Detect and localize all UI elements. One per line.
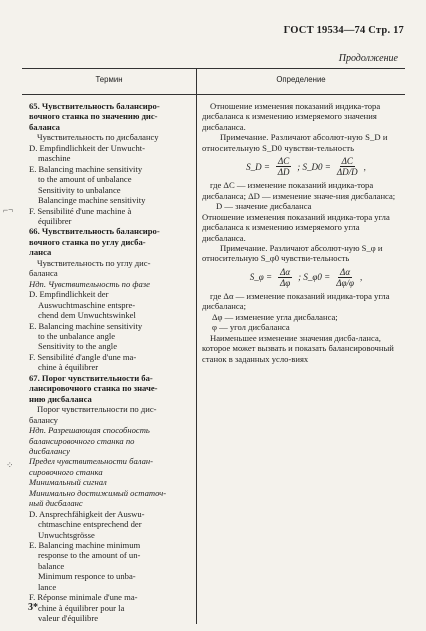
- formula-sensitivity-amount: [212, 156, 400, 177]
- page-mark: 3*: [28, 602, 38, 613]
- term-line: maschine: [38, 153, 71, 164]
- term-line: F. Réponse minimale d'une ma-: [29, 592, 138, 603]
- term-line: to the unbalance angle: [38, 330, 116, 341]
- definition-column: [202, 101, 400, 364]
- term-column: [29, 101, 191, 624]
- term-line: 65. Чувствительность балансиро-: [29, 101, 160, 111]
- term-line: Чувствительность по углу дис-: [37, 257, 151, 268]
- term-line: вочного станка по значению дис-: [29, 111, 158, 122]
- term-line: Unwuchtsgrösse: [38, 529, 95, 540]
- term-line: Порог чувствительности по дис-: [37, 404, 157, 415]
- term-line: chend dem Unwuchtswinkel: [38, 310, 136, 321]
- term-line: Предел чувствительности балан-: [29, 456, 154, 467]
- fraction: $\frac{\Delta\alpha}{\Delta\varphi}$: [279, 266, 291, 288]
- term-line: D. Empfindlichkeit der Unwucht-: [29, 142, 145, 153]
- term-line: balance: [38, 560, 65, 571]
- term-line: Минимальный сигнал: [29, 477, 107, 488]
- definition-65: Отношение изменения показаний индика-тора дисбаланса к изменению измеряемого значения дисбаланса.: [202, 101, 381, 132]
- term-line: E. Balancing machine minimum: [29, 540, 141, 551]
- term-line: Sensitivity to the angle: [38, 341, 118, 352]
- term-line: Auswuchtmaschine entspre-: [38, 299, 136, 310]
- term-line: дисбалансу: [29, 445, 70, 456]
- term-line: балансировочного станка по: [29, 435, 135, 446]
- column-header-definition: Определение: [276, 75, 326, 84]
- term-line: Ндп. Чувствительность по фазе: [29, 278, 150, 289]
- term-line: нию дисбаланса: [29, 393, 92, 404]
- formula-lhs: S_φ =: [249, 272, 273, 283]
- term-line: F. Sensibilité d'une machine à: [29, 205, 132, 216]
- note-66: Примечание. Различают абсолют-ную S_φ и относительную S_φ0 чувстви-тельность: [202, 242, 383, 264]
- term-line: D. Empfindlichkeit der: [29, 289, 109, 300]
- note-65: Примечание. Различают абсолют-ную S_D и относительную S_D0 чувстви-тельность: [202, 132, 388, 153]
- legend-66: где Δα — изменение показаний индика-тора угла дисбаланса;: [202, 290, 390, 312]
- formula-mid: ; S_D0 =: [297, 161, 331, 172]
- definition-66: Отношение изменения показаний индика-тора угла дисбаланса к изменению измеряемого угла дисбаланса.: [202, 211, 390, 243]
- term-line: response to the amount of un-: [38, 550, 141, 561]
- term-line: 67. Порог чувствительности ба-: [29, 372, 153, 383]
- term-line: 66. Чувствительность балансиро-: [29, 226, 160, 237]
- term-line: Чувствительность по дисбалансу: [37, 132, 159, 143]
- formula-end: ,: [363, 161, 366, 172]
- term-line: chtmaschine entsprechend der: [38, 519, 142, 530]
- term-line: E. Balancing machine sensitivity: [29, 320, 143, 331]
- term-line: лансировочного станка по значе-: [29, 383, 158, 394]
- formula-lhs: S_D =: [246, 161, 270, 172]
- margin-mark: ⌐¬: [3, 205, 14, 215]
- term-line: to the amount of unbalance: [38, 174, 132, 185]
- term-line: équilibrer: [38, 215, 72, 226]
- term-line: баланса: [29, 121, 60, 132]
- term-line: D. Ansprechfähigkeit der Auswu-: [29, 508, 145, 519]
- legend-65: где ΔC — изменение показаний индика-тора дисбаланса; ΔD — изменение значе-ния дисбаланса;: [202, 180, 396, 201]
- terms-table: [22, 68, 405, 624]
- term-line: ланса: [29, 247, 52, 258]
- term-line: балансу: [29, 414, 58, 425]
- fraction: $\frac{\Delta\alpha}{\Delta\varphi/\varphi}$: [336, 266, 354, 288]
- term-line: chine à équilibrer pour la: [38, 602, 125, 613]
- formula-mid: ; S_φ0 =: [298, 272, 331, 283]
- term-line: E. Balancing machine sensitivity: [29, 163, 143, 174]
- legend-65-d: D — значение дисбаланса: [216, 201, 312, 212]
- formula-end: ,: [359, 272, 363, 283]
- column-header-term: Термин: [95, 75, 123, 84]
- fraction: $\frac{\Delta C}{\Delta D}$: [277, 156, 290, 178]
- term-line: Balancinge machine sensitivity: [38, 195, 146, 206]
- term-line: chine à équilibrer: [38, 362, 99, 373]
- term-line: баланса: [29, 268, 58, 279]
- term-line: valeur d'équilibre: [38, 613, 99, 624]
- legend-66-phi: φ — угол дисбаланса: [212, 322, 290, 333]
- term-line: Минимально достижимый остаточ-: [29, 487, 167, 498]
- continued-label: Продолжение: [338, 53, 398, 64]
- definition-67: Наименьшее изменение значения дисба-ланса, которое может вызвать и показать балансировочный станок в заданных усло-виях: [202, 332, 394, 364]
- legend-66-dphi: Δφ — изменение угла дисбаланса;: [212, 311, 338, 322]
- term-line: сировочного станка: [29, 466, 103, 477]
- term-line: ный дисбаланс: [29, 498, 83, 509]
- term-line: Ндп. Разрешающая способность: [29, 425, 150, 436]
- term-line: Minimum responce to unba-: [38, 571, 136, 582]
- term-line: Sensitivity to unbalance: [38, 184, 121, 195]
- term-line: вочного станка по углу дисба-: [29, 236, 146, 247]
- term-line: F. Sensibilité d'angle d'une ma-: [29, 351, 137, 362]
- formula-sensitivity-angle: [212, 267, 400, 288]
- page-header: ГОСТ 19534—74 Стр. 17: [283, 25, 404, 36]
- margin-mark: ⁘: [6, 460, 14, 470]
- term-line: lance: [38, 581, 57, 592]
- fraction: $\frac{\Delta C}{\Delta D/D}$: [336, 156, 358, 178]
